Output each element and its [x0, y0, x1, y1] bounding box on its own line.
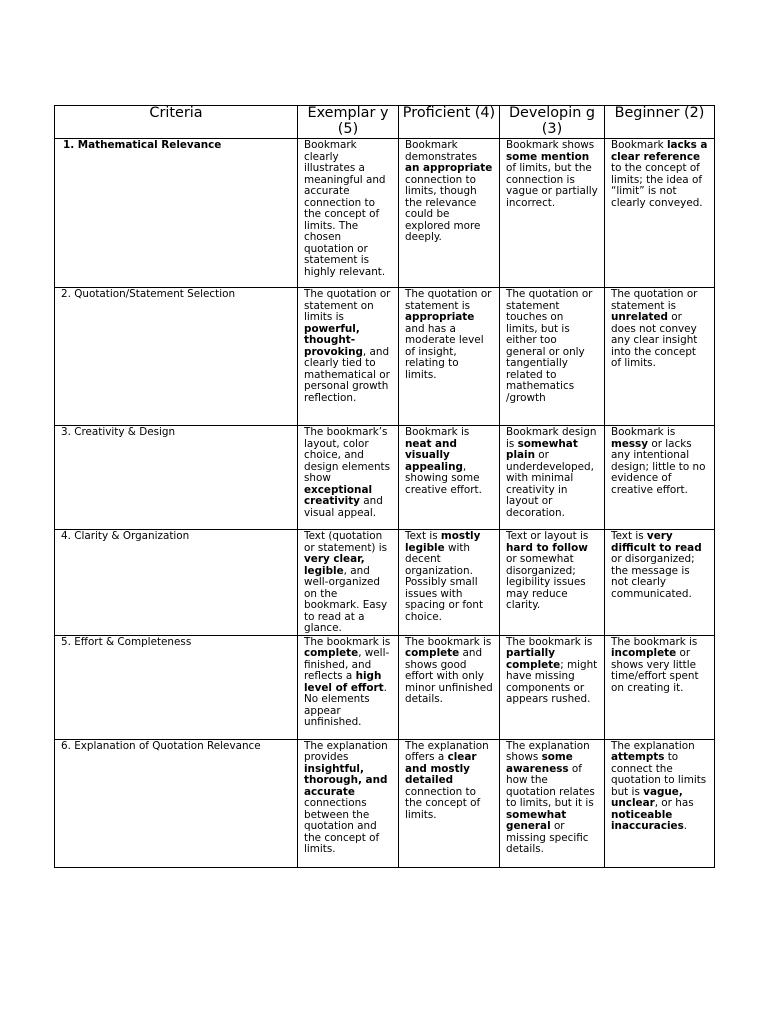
- cell-text: The bookmark is: [506, 635, 593, 648]
- criterion-cell: 5. Effort & Completeness: [55, 635, 298, 739]
- cell-text: The explanation provides: [304, 739, 388, 763]
- cell-text: Bookmark: [611, 139, 667, 151]
- cell-text: The bookmark is: [405, 635, 492, 648]
- emphasis-text: some mention: [506, 150, 590, 163]
- emphasis-text: insightful, thorough, and accurate: [304, 762, 388, 798]
- cell-text: or somewhat disorganized; legibility issues may reduce clarity.: [506, 553, 586, 611]
- cell-text: Text or layout is: [506, 530, 589, 542]
- beginner-cell: [605, 635, 715, 739]
- cell-text: or does not convey any clear insight into the concept of limits.: [611, 311, 698, 369]
- cell-text: Bookmark shows: [506, 139, 595, 151]
- cell-text: The bookmark’s layout, color choice, and design elements show: [304, 426, 391, 484]
- cell-text: or underdeveloped, with minimal creativity in layout or decoration.: [506, 449, 594, 519]
- proficient-cell: [399, 530, 500, 636]
- cell-text: .: [683, 820, 688, 832]
- emphasis-text: messy: [611, 437, 649, 450]
- cell-text: Bookmark clearly illustrates a meaningful and accurate connection to the concept of limits. The chosen quotation or statement is highly relevant.: [304, 139, 386, 278]
- emphasis-text: powerful, thought-provoking: [304, 322, 363, 358]
- cell-text: The bookmark is: [304, 635, 391, 648]
- cell-text: ; might have missing components or appears rushed.: [506, 658, 598, 705]
- beginner-cell: [605, 288, 715, 426]
- header-criteria: Criteria: [55, 106, 298, 139]
- cell-text: to connect the quotation to limits but is: [611, 751, 707, 798]
- emphasis-text: noticeable inaccuracies: [611, 808, 684, 832]
- exemplary-cell: [298, 635, 399, 739]
- proficient-cell: [399, 288, 500, 426]
- developing-cell: [500, 530, 605, 636]
- emphasis-text: high level of effort: [304, 670, 384, 694]
- cell-text: Bookmark is: [405, 426, 470, 438]
- rubric-row: [55, 530, 715, 636]
- emphasis-text: unrelated: [611, 311, 668, 323]
- cell-text: . No elements appear unfinished.: [304, 681, 387, 728]
- emphasis-text: somewhat plain: [506, 437, 578, 461]
- emphasis-text: very clear, legible: [304, 553, 365, 577]
- cell-text: of how the quotation relates to limits, but it is: [506, 762, 595, 809]
- criterion-cell: 1. Mathematical Relevance: [55, 139, 298, 288]
- cell-text: The explanation: [611, 739, 695, 752]
- exemplary-cell: [298, 530, 399, 636]
- proficient-cell: [399, 426, 500, 530]
- header-developing: Developin g (3): [500, 106, 605, 139]
- criterion-cell: 2. Quotation/Statement Selection: [55, 288, 298, 426]
- beginner-cell: [605, 139, 715, 288]
- emphasis-text: mostly legible: [405, 530, 481, 554]
- emphasis-text: partially complete: [506, 647, 561, 671]
- cell-text: The explanation shows: [506, 739, 590, 763]
- emphasis-text: complete: [304, 647, 359, 659]
- emphasis-text: incomplete: [611, 647, 677, 659]
- cell-text: The quotation or statement on limits is: [304, 288, 391, 323]
- rubric-row: [55, 635, 715, 739]
- criterion-cell: 6. Explanation of Quotation Relevance: [55, 739, 298, 867]
- beginner-cell: [605, 530, 715, 636]
- cell-text: Bookmark demonstrates: [405, 139, 478, 163]
- cell-text: , and clearly tied to mathematical or personal growth reflection.: [304, 345, 390, 404]
- developing-cell: [500, 426, 605, 530]
- emphasis-text: hard to follow: [506, 541, 588, 554]
- emphasis-text: attempts: [611, 751, 665, 763]
- beginner-cell: [605, 426, 715, 530]
- cell-text: The quotation or statement touches on limits, but is either too general or only tangentially related to mathematics /growth: [506, 288, 593, 404]
- cell-text: Bookmark design is: [506, 426, 597, 450]
- cell-text: connection to the concept of limits.: [405, 785, 481, 821]
- criterion-cell: 4. Clarity & Organization: [55, 530, 298, 636]
- rubric-row: [55, 139, 715, 288]
- cell-text: with decent organization. Possibly small issues with spacing or font choice.: [405, 541, 484, 623]
- cell-text: The quotation or statement is: [611, 288, 698, 312]
- cell-text: Bookmark is: [611, 426, 676, 438]
- cell-text: or shows very little time/effort spent on creating it.: [611, 647, 699, 694]
- cell-text: , or has: [654, 797, 694, 809]
- cell-text: and shows good effort with only minor unfinished details.: [405, 647, 493, 705]
- cell-text: Text is: [611, 530, 647, 542]
- cell-text: connections between the quotation and the concept of limits.: [304, 797, 380, 855]
- emphasis-text: appropriate: [405, 311, 475, 323]
- exemplary-cell: [298, 739, 399, 867]
- developing-cell: [500, 139, 605, 288]
- emphasis-text: some awareness: [506, 751, 573, 775]
- cell-text: , well-finished, and reflects a: [304, 647, 390, 682]
- cell-text: and visual appeal.: [304, 495, 383, 519]
- cell-text: connection to limits, though the relevance could be explored more deeply.: [405, 173, 481, 243]
- rubric-table: [54, 105, 715, 868]
- cell-text: Text (quotation or statement) is: [304, 530, 388, 554]
- rubric-row: [55, 288, 715, 426]
- emphasis-text: clear and mostly detailed: [405, 751, 477, 786]
- header-proficient: Proficient (4): [399, 106, 500, 139]
- proficient-cell: [399, 139, 500, 288]
- cell-text: Text is: [405, 530, 441, 542]
- emphasis-text: an appropriate: [405, 162, 493, 174]
- exemplary-cell: [298, 139, 399, 288]
- cell-text: and has a moderate level of insight, relating to limits.: [405, 322, 484, 381]
- cell-text: or disorganized; the message is not clearly communicated.: [611, 553, 695, 600]
- developing-cell: [500, 288, 605, 426]
- cell-text: , showing some creative effort.: [405, 460, 482, 496]
- header-row: [55, 106, 715, 139]
- emphasis-text: neat and visually appealing: [405, 437, 463, 473]
- header-beginner: Beginner (2): [605, 106, 715, 139]
- cell-text: of limits, but the connection is vague or partially incorrect.: [506, 162, 598, 209]
- cell-text: The bookmark is: [611, 635, 698, 648]
- emphasis-text: lacks a clear reference: [611, 139, 708, 163]
- cell-text: or missing specific details.: [506, 820, 589, 855]
- beginner-cell: [605, 739, 715, 867]
- rubric-row: [55, 739, 715, 867]
- emphasis-text: very difficult to read: [611, 530, 702, 554]
- proficient-cell: [399, 739, 500, 867]
- rubric-row: [55, 426, 715, 530]
- developing-cell: [500, 635, 605, 739]
- cell-text: The quotation or statement is: [405, 288, 492, 312]
- criterion-cell: 3. Creativity & Design: [55, 426, 298, 530]
- exemplary-cell: [298, 426, 399, 530]
- exemplary-cell: [298, 288, 399, 426]
- emphasis-text: exceptional creativity: [304, 483, 373, 507]
- cell-text: , and well-organized on the bookmark. Easy to read at a glance.: [304, 564, 388, 634]
- emphasis-text: somewhat general: [506, 808, 567, 832]
- cell-text: to the concept of limits; the idea of “limit” is not clearly conveyed.: [611, 162, 703, 209]
- header-exemplary: Exemplar y (5): [298, 106, 399, 139]
- rubric-body: [55, 139, 715, 868]
- emphasis-text: complete: [405, 647, 460, 659]
- cell-text: or lacks any intentional design; little to no evidence of creative effort.: [611, 437, 706, 496]
- proficient-cell: [399, 635, 500, 739]
- emphasis-text: vague, unclear: [611, 785, 683, 809]
- developing-cell: [500, 739, 605, 867]
- cell-text: The explanation offers a: [405, 739, 489, 763]
